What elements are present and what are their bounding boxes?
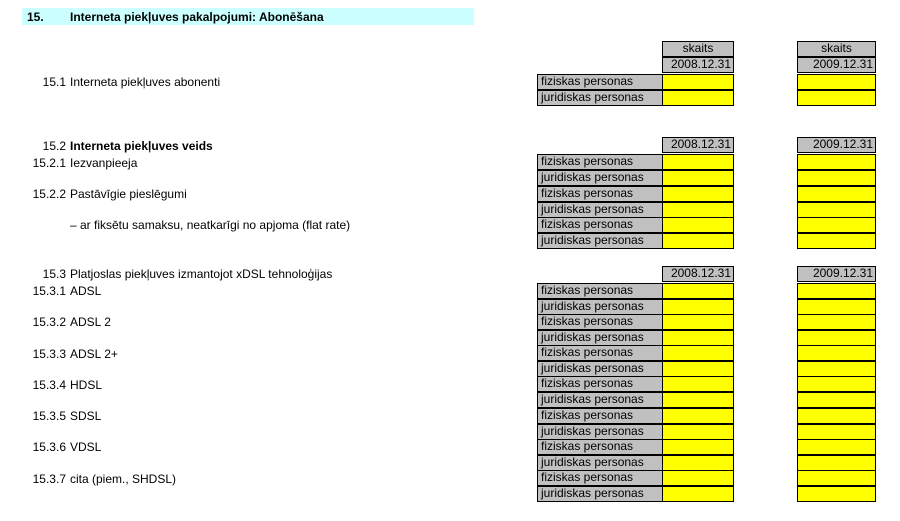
input-2009-legal[interactable] xyxy=(797,330,876,346)
input-2008-physical[interactable] xyxy=(662,283,734,299)
section-label-7: ADSL 2 xyxy=(70,315,111,329)
input-2009-legal[interactable] xyxy=(797,202,876,218)
row-label-legal: juridiskas personas xyxy=(537,330,663,346)
input-2009-physical[interactable] xyxy=(797,154,876,170)
input-2008-legal[interactable] xyxy=(662,233,734,249)
input-2009-legal[interactable] xyxy=(797,170,876,186)
section-number-12: 15.3.7 xyxy=(32,472,66,486)
input-2008-physical[interactable] xyxy=(662,217,734,233)
section-number-2: 15.2.1 xyxy=(32,156,66,170)
section-number-10: 15.3.5 xyxy=(32,409,66,423)
input-2008-physical[interactable] xyxy=(662,186,734,202)
row-label-physical: fiziskas personas xyxy=(537,376,663,392)
section-label-12: cita (piem., SHDSL) xyxy=(70,472,177,486)
input-2008-legal[interactable] xyxy=(662,170,734,186)
section-label-2: Iezvanpieeja xyxy=(70,156,138,170)
input-2008-legal[interactable] xyxy=(662,455,734,471)
input-2008-physical[interactable] xyxy=(662,345,734,361)
input-2008-legal[interactable] xyxy=(662,202,734,218)
input-2008-physical[interactable] xyxy=(662,376,734,392)
section-number-11: 15.3.6 xyxy=(32,440,66,454)
input-2009-physical[interactable] xyxy=(797,345,876,361)
input-2008-legal[interactable] xyxy=(662,486,734,502)
section-label-11: VDSL xyxy=(70,440,102,454)
row-label-physical: fiziskas personas xyxy=(537,186,663,202)
input-2009-legal[interactable] xyxy=(797,90,876,106)
input-2009-physical[interactable] xyxy=(797,439,876,455)
header-date-2008: 2008.12.31 xyxy=(662,266,734,282)
page-title: Interneta piekļuves pakalpojumi: Abonēšana xyxy=(70,10,324,24)
input-2009-legal[interactable] xyxy=(797,486,876,502)
row-label-legal: juridiskas personas xyxy=(537,455,663,471)
row-label-legal: juridiskas personas xyxy=(537,202,663,218)
section-number-7: 15.3.2 xyxy=(32,315,66,329)
input-2008-physical[interactable] xyxy=(662,154,734,170)
row-label-legal: juridiskas personas xyxy=(537,90,663,106)
input-2008-legal[interactable] xyxy=(662,361,734,377)
section-number-5: 15.3 xyxy=(42,267,66,281)
row-label-legal: juridiskas personas xyxy=(537,361,663,377)
row-label-physical: fiziskas personas xyxy=(537,408,663,424)
section-number: 15. xyxy=(27,10,44,24)
input-2008-physical[interactable] xyxy=(662,439,734,455)
header-date-2009: 2009.12.31 xyxy=(797,57,876,73)
input-2009-legal[interactable] xyxy=(797,361,876,377)
header-date-2009: 2009.12.31 xyxy=(797,266,876,282)
section-label-0: Interneta piekļuves abonenti xyxy=(70,75,221,89)
section-number-1: 15.2 xyxy=(42,139,66,153)
row-label-physical: fiziskas personas xyxy=(537,439,663,455)
section-label-5: Platjoslas piekļuves izmantojot xDSL tehnoloģijas xyxy=(70,267,333,281)
row-label-physical: fiziskas personas xyxy=(537,470,663,486)
section-label-10: SDSL xyxy=(70,409,102,423)
section-number-0: 15.1 xyxy=(42,75,66,89)
section-label-6: ADSL xyxy=(70,284,102,298)
input-2009-physical[interactable] xyxy=(797,74,876,90)
input-2009-legal[interactable] xyxy=(797,299,876,315)
input-2008-physical[interactable] xyxy=(662,314,734,330)
input-2009-physical[interactable] xyxy=(797,376,876,392)
header-count-2008: skaits xyxy=(662,41,734,57)
row-label-physical: fiziskas personas xyxy=(537,283,663,299)
header-date-2009: 2009.12.31 xyxy=(797,137,876,153)
input-2008-legal[interactable] xyxy=(662,392,734,408)
input-2008-physical[interactable] xyxy=(662,74,734,90)
section-number-6: 15.3.1 xyxy=(32,284,66,298)
input-2009-legal[interactable] xyxy=(797,455,876,471)
row-label-physical: fiziskas personas xyxy=(537,314,663,330)
row-label-legal: juridiskas personas xyxy=(537,486,663,502)
section-label-4: – ar fiksētu samaksu, neatkarīgi no apjoma (flat rate) xyxy=(70,218,351,232)
input-2009-legal[interactable] xyxy=(797,233,876,249)
input-2009-physical[interactable] xyxy=(797,186,876,202)
input-2008-legal[interactable] xyxy=(662,424,734,440)
row-label-legal: juridiskas personas xyxy=(537,299,663,315)
input-2009-physical[interactable] xyxy=(797,217,876,233)
row-label-legal: juridiskas personas xyxy=(537,392,663,408)
section-number-8: 15.3.3 xyxy=(32,347,66,361)
row-label-legal: juridiskas personas xyxy=(537,170,663,186)
input-2009-legal[interactable] xyxy=(797,392,876,408)
input-2008-legal[interactable] xyxy=(662,330,734,346)
input-2008-legal[interactable] xyxy=(662,299,734,315)
header-date-2008: 2008.12.31 xyxy=(662,137,734,153)
header-count-2009: skaits xyxy=(797,41,876,57)
input-2008-physical[interactable] xyxy=(662,408,734,424)
input-2009-physical[interactable] xyxy=(797,283,876,299)
header-date-2008: 2008.12.31 xyxy=(662,57,734,73)
section-number-3: 15.2.2 xyxy=(32,187,66,201)
section-number-9: 15.3.4 xyxy=(32,378,66,392)
row-label-legal: juridiskas personas xyxy=(537,424,663,440)
input-2009-physical[interactable] xyxy=(797,314,876,330)
section-label-8: ADSL 2+ xyxy=(70,347,118,361)
row-label-physical: fiziskas personas xyxy=(537,217,663,233)
section-label-1: Interneta piekļuves veids xyxy=(70,139,213,153)
input-2009-physical[interactable] xyxy=(797,470,876,486)
row-label-physical: fiziskas personas xyxy=(537,74,663,90)
input-2009-legal[interactable] xyxy=(797,424,876,440)
section-label-9: HDSL xyxy=(70,378,103,392)
input-2008-legal[interactable] xyxy=(662,90,734,106)
row-label-legal: juridiskas personas xyxy=(537,233,663,249)
input-2009-physical[interactable] xyxy=(797,408,876,424)
section-label-3: Pastāvīgie pieslēgumi xyxy=(70,187,187,201)
row-label-physical: fiziskas personas xyxy=(537,154,663,170)
input-2008-physical[interactable] xyxy=(662,470,734,486)
row-label-physical: fiziskas personas xyxy=(537,345,663,361)
